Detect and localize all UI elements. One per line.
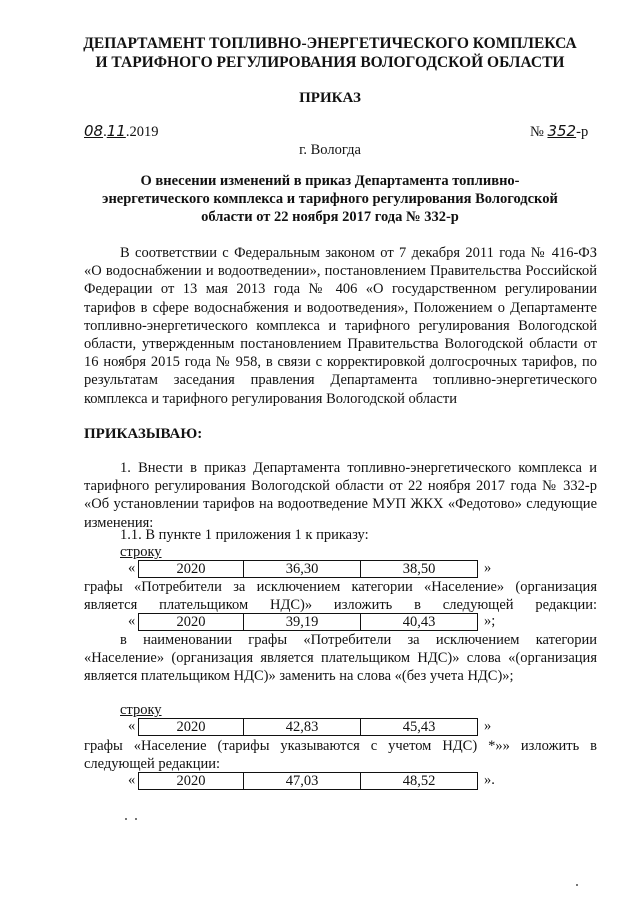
cell-year: 2020: [139, 719, 244, 735]
text-grafy-2: графы «Население (тарифы указываются с учетом НДС) *»» изложить в следующей редакции:: [84, 738, 597, 773]
date-year: .2019: [125, 124, 159, 140]
department-line-2: И ТАРИФНОГО РЕГУЛИРОВАНИЯ ВОЛОГОДСКОЙ ОБЛАСТИ: [95, 54, 565, 71]
number-prefix: №: [530, 124, 544, 140]
command-word: ПРИКАЗЫВАЮ:: [84, 426, 203, 442]
text-grafy-1: графы «Потребители за исключением категории «Население» (организация является плательщиком НДС)» изложить в следующей редакции:: [84, 579, 597, 614]
cell-value-2: 40,43: [402, 614, 436, 630]
quote-open: «: [128, 718, 136, 734]
city: г. Вологда: [299, 142, 361, 158]
order-label: ПРИКАЗ: [299, 90, 361, 106]
number-suffix: -р: [576, 124, 589, 140]
quote-close: »: [484, 718, 492, 734]
date-month: 11: [106, 122, 126, 140]
tariff-table-1: [138, 560, 478, 578]
cell-value-2: 48,52: [402, 773, 436, 789]
quote-open: «: [128, 613, 136, 629]
title-line-2: энергетического комплекса и тарифного регулирования Вологодской: [102, 191, 558, 207]
tariff-table-3: [138, 718, 478, 736]
quote-close-period: ».: [484, 772, 495, 788]
cell-year: 2020: [139, 561, 244, 577]
cell-value-1: 39,19: [244, 614, 361, 630]
cell-value-2: 38,50: [402, 561, 436, 577]
quote-open: «: [128, 560, 136, 576]
cell-value-1: 42,83: [244, 719, 361, 735]
department-line-1: ДЕПАРТАМЕНТ ТОПЛИВНО-ЭНЕРГЕТИЧЕСКОГО КОМПЛЕКСА: [83, 35, 577, 52]
order-number: [530, 122, 588, 141]
item-1-paragraph: 1. Внести в приказ Департамента топливно-энергетического комплекса и тарифного регулирования Вологодской области от 22 ноября 2017 года № 332-р «Об установлении тарифов на водоотведение МУП ЖКХ «Федотово» следующие изменения:: [84, 460, 597, 531]
scan-speck: [125, 818, 127, 820]
cell-value-1: 47,03: [244, 773, 361, 789]
quote-close: »: [484, 560, 492, 576]
department-header: [60, 34, 600, 72]
scan-speck: [576, 884, 578, 886]
scan-speck: [135, 818, 137, 820]
tariff-table-2: [138, 613, 478, 631]
text-naimenovanie: в наименовании графы «Потребители за исключением категории «Население» (организация является плательщиком НДС)» слова «(организация является плательщиком НДС)» заменить на слова «(без учета НДС)»;: [84, 632, 597, 685]
date-day: 08: [84, 122, 104, 140]
quote-open: «: [128, 772, 136, 788]
tariff-table-4: [138, 772, 478, 790]
preamble-paragraph: В соответствии с Федеральным законом от 7 декабря 2011 года № 416-ФЗ «О водоснабжении и водоотведении», постановлением Правительства Российской Федерации от 13 мая 2013 года № 406 «О государственном регулировании тарифов в сфере водоснабжения и водоотведения», Положением о Департаменте топливно-энергетического комплекса и тарифного регулирования Вологодской области, утвержденным постановлением Правительства Вологодской области от 16 ноября 2015 года № 958, в связи с корректировкой долгосрочных тарифов, по результатам заседания правления Департамента топливно-энергетического комплекса и тарифного регулирования Вологодской области: [84, 245, 597, 407]
word-stroku-1: строку: [120, 544, 162, 560]
title-line-1: О внесении изменений в приказ Департамента топливно-: [140, 173, 520, 189]
number-value: 352: [547, 122, 577, 140]
quote-close-semicolon: »;: [484, 613, 496, 629]
word-stroku-2: строку: [120, 702, 162, 718]
order-date: 08.11.2019: [84, 122, 159, 140]
item-1-1: 1.1. В пункте 1 приложения 1 к приказу:: [120, 527, 369, 543]
title-line-3: области от 22 ноября 2017 года № 332-р: [201, 209, 459, 225]
cell-value-1: 36,30: [244, 561, 361, 577]
cell-year: 2020: [139, 614, 244, 630]
document-title: [60, 172, 600, 226]
cell-value-2: 45,43: [402, 719, 436, 735]
cell-year: 2020: [139, 773, 244, 789]
